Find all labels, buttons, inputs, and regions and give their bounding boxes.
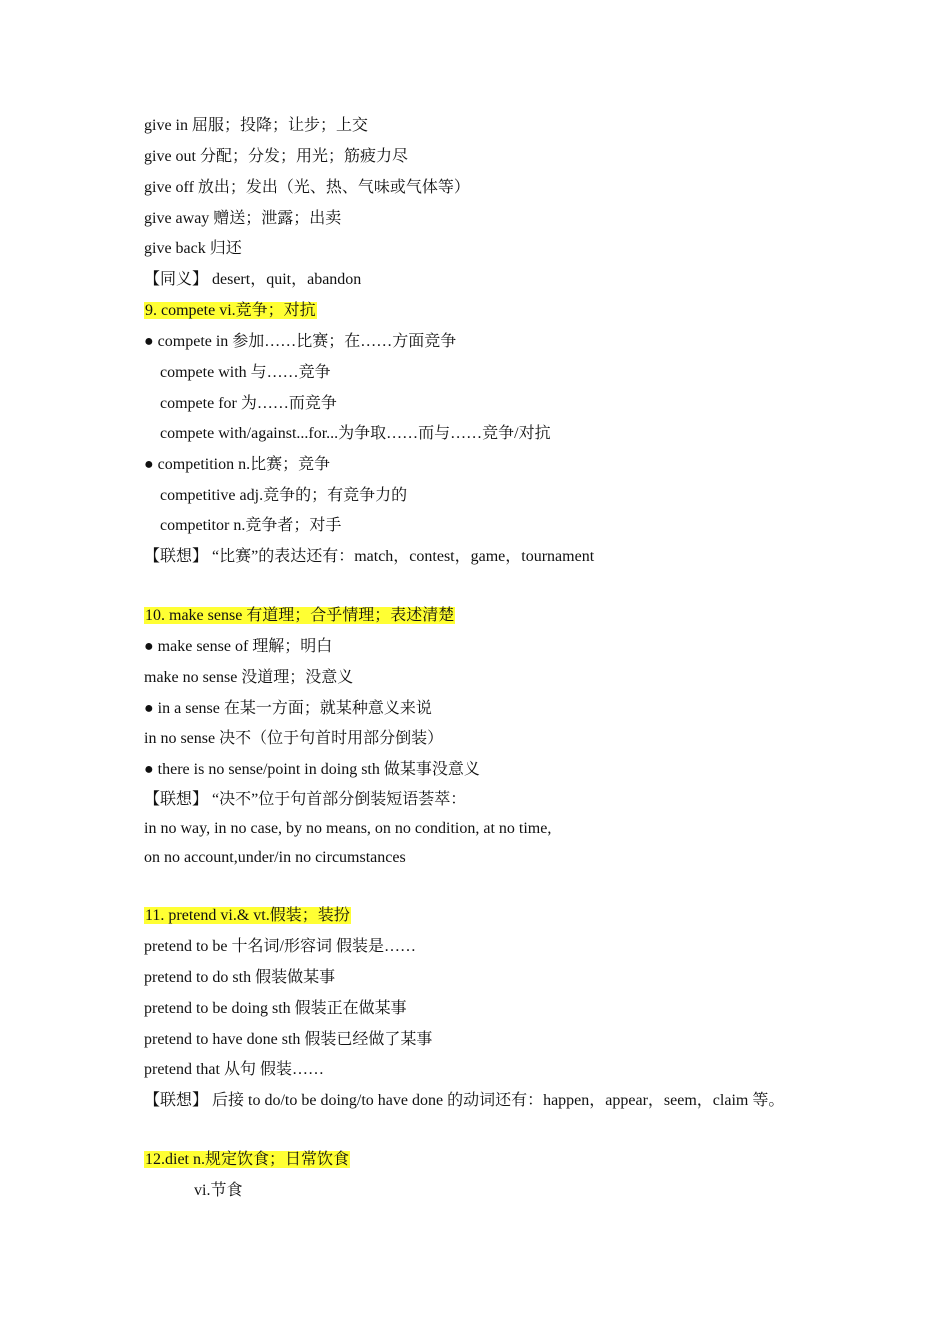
phrase-compete-in: ● compete in 参加……比赛；在……方面竞争 — [144, 333, 457, 350]
phrase-compete-for: compete for 为……而竞争 — [160, 395, 337, 412]
phrase-pretend-to-be: pretend to be 十名词/形容词 假装是…… — [144, 938, 416, 955]
phrase-in-a-sense: ● in a sense 在某一方面；就某种意义来说 — [144, 700, 432, 717]
entry-9-title: 9. compete vi.竞争；对抗 — [145, 302, 316, 319]
phrase-give-back: give back 归还 — [144, 240, 242, 257]
phrase-pretend-to-do: pretend to do sth 假装做某事 — [144, 969, 336, 986]
phrase-give-in: give in 屈服；投降；让步；上交 — [144, 117, 368, 134]
phrase-pretend-to-have-done: pretend to have done sth 假装已经做了某事 — [144, 1031, 433, 1048]
entry-10-title: 10. make sense 有道理；合乎情理；表述清楚 — [145, 607, 455, 624]
word-competition: ● competition n.比赛；竞争 — [144, 456, 331, 473]
entry-11-title: 11. pretend vi.& vt.假装；装扮 — [145, 907, 350, 924]
phrase-give-off: give off 放出；发出（光、热、气味或气体等） — [144, 179, 470, 196]
inversion-phrases-line-2: on no account,under/in no circumstances — [144, 849, 406, 866]
entry-12-heading — [144, 1149, 350, 1171]
word-diet-verb: vi.节食 — [194, 1182, 243, 1199]
synonyms-note: 【同义】 desert，quit，abandon — [144, 271, 362, 288]
association-note-inversion: 【联想】 “决不”位于句首部分倒装短语荟萃： — [144, 791, 467, 808]
word-competitive: competitive adj.竞争的；有竞争力的 — [160, 487, 408, 504]
phrase-make-no-sense: make no sense 没道理；没意义 — [144, 669, 354, 686]
phrase-no-sense-in-doing: ● there is no sense/point in doing sth 做某事没意义 — [144, 761, 480, 778]
entry-10-heading — [144, 605, 455, 627]
phrase-give-away: give away 赠送；泄露；出卖 — [144, 210, 342, 227]
phrase-compete-with-against: compete with/against...for...为争取……而与……竞争/对抗 — [160, 425, 551, 442]
word-competitor: competitor n.竞争者；对手 — [160, 517, 342, 534]
entry-9-heading — [144, 300, 317, 322]
inversion-phrases-line-1: in no way, in no case, by no means, on no condition, at no time, — [144, 820, 552, 837]
phrase-in-no-sense: in no sense 决不（位于句首时用部分倒装） — [144, 730, 444, 747]
phrase-give-out: give out 分配；分发；用光；筋疲力尽 — [144, 148, 408, 165]
association-note-verbs: 【联想】 后接 to do/to be doing/to have done 的动词还有：happen，appear，seem，claim 等。 — [144, 1092, 785, 1109]
association-note-match: 【联想】 “比赛”的表达还有：match，contest，game，tournament — [144, 548, 595, 565]
phrase-pretend-to-be-doing: pretend to be doing sth 假装正在做某事 — [144, 1000, 407, 1017]
phrase-pretend-that: pretend that 从句 假装…… — [144, 1061, 324, 1078]
phrase-make-sense-of: ● make sense of 理解；明白 — [144, 638, 333, 655]
entry-12-title: 12.diet n.规定饮食；日常饮食 — [145, 1151, 349, 1168]
entry-11-heading — [144, 905, 351, 927]
phrase-compete-with: compete with 与……竞争 — [160, 364, 331, 381]
